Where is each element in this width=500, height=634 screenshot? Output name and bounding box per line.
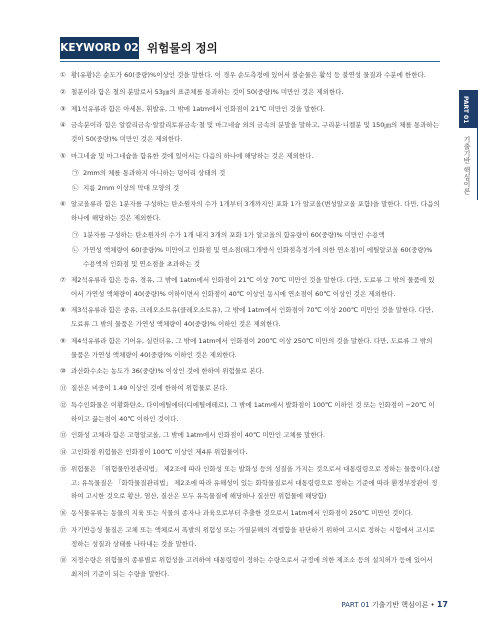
definition-item <box>60 429 440 443</box>
item-number: ⑱ <box>60 556 67 565</box>
sub-item <box>60 244 440 272</box>
side-rule <box>477 90 478 200</box>
keyword-badge: KEYWORD 02 <box>60 37 139 59</box>
item-text: 특수인화물은 이황화탄소, 다이에틸에터(디에틸에테르), 그 밖에 1atm에서 발화점이 100℃ 이하인 것 또는 인화점이 −20℃ 이하이고 끓는점이 40℃ 이하인 것이다. <box>71 400 435 423</box>
item-number: ⑬ <box>60 431 67 440</box>
definition-item <box>60 463 440 504</box>
item-text: 지정수량은 위험물의 종류별로 위험성을 고려하여 대통령령이 정하는 수량으로서 규정에 의한 제조소 등의 설치허가 등에 있어서 최저의 기준이 되는 수량을 말한다. <box>71 556 433 578</box>
sub-item <box>60 167 440 181</box>
item-number: ⑫ <box>60 400 67 409</box>
footer-part: PART 01 <box>341 601 370 609</box>
item-text: 황(유황)은 순도가 60(중량)%이상인 것을 말한다. 이 경우 순도측정에 있어서 불순물은 활석 등 불연성 물질과 수분에 한한다. <box>71 71 426 79</box>
item-text: 금속분이라 함은 알칼리금속·알칼리토류금속·철 및 마그네슘 외의 금속의 분말을 말하고, 구리분·니켈분 및 150㎛의 체를 통과하는 것이 50(중량)% 미만인 것은 제외한다. <box>71 121 439 143</box>
footer-separator: • <box>430 601 435 609</box>
sub-item-number: ㉡ <box>72 246 79 255</box>
definition-item <box>60 365 440 379</box>
footer-title: 기출기반 핵심이론 <box>371 601 429 609</box>
definition-item <box>60 198 440 226</box>
item-number: ① <box>60 71 66 79</box>
item-number: ⑮ <box>60 464 67 473</box>
item-number: ⑨ <box>60 336 66 345</box>
item-number: ⑦ <box>60 275 66 284</box>
part-tab-label: PART 01 <box>462 96 469 124</box>
sub-item-number: ㉠ <box>72 168 79 177</box>
item-text: 과산화수소는 농도가 36(중량)% 이상인 것에 한하여 위험물로 본다. <box>71 367 265 376</box>
item-text: 자기반응성 물질은 고체 또는 액체로서 폭발의 위험성 또는 가열분해의 격렬함을 판단하기 위하여 고시로 정하는 시험에서 고시로 정하는 성질과 상태를 나타내는 것을 말한다. <box>71 525 435 548</box>
item-text: 제1석유류라 함은 아세톤, 휘발유, 그 밖에 1atm에서 인화점이 21℃ 미만인 것을 말한다. <box>71 104 326 113</box>
header-rule <box>60 61 440 62</box>
page-number: 17 <box>436 600 448 609</box>
item-text: 고인화점 위험물은 인화점이 100℃ 이상인 제4류 위험물이다. <box>71 448 248 456</box>
item-text: 인화성 고체라 함은 고형알코올, 그 밖에 1atm에서 인화점이 40℃ 미만인 고체를 말한다. <box>71 431 326 440</box>
definition-item <box>60 446 440 460</box>
keyword-header <box>60 37 440 59</box>
sub-item-text: 2mm의 체를 통과하지 아니하는 덩어리 상태의 것 <box>83 168 226 177</box>
section-title: 위험물의 정의 <box>147 41 218 55</box>
definition-item <box>60 103 440 117</box>
sub-item-number: ㉡ <box>72 184 79 193</box>
item-text: 제2석유류라 함은 등유, 경유, 그 밖에 1atm에서 인화점이 21℃ 이상 70℃ 미만인 것을 말한다. 다만, 도료류 그 밖의 물품에 있어서 가연성 액체량이 40(중량)% 이하이면서 인화점이 40℃ 이상인 동시에 연소점이 60℃ 이상인 것은 제외한다. <box>71 275 435 298</box>
sub-item-text: 1분자를 구성하는 탄소원자의 수가 1개 내지 3개의 포화 1가 알코올의 함유량이 60(중량)% 미만인 수용액 <box>83 230 385 239</box>
definition-item <box>60 382 440 396</box>
item-number: ⑭ <box>60 448 67 456</box>
item-text: 질산은 비중이 1.49 이상인 것에 한하여 위험물로 본다. <box>71 384 228 392</box>
item-text: 위험물은 「위험물안전관리법」 제2조에 따라 인화성 또는 발화성 등의 성질을 가지는 것으로서 대통령령으로 정하는 물품이다.(참고: 유독물질은 「화학물질관리법」 제2조에 따라 유해성이 있는 화학물질로서 대통령령으로 정하는 기준에 따라 환경부장관이 정하여 고시한 것으로 황산, 염산, 질산은 모두 유독물질에 해당하나 질산만 위험물에 해당함) <box>71 464 440 501</box>
definition-item <box>60 119 440 147</box>
item-text: 마그네슘 및 마그네슘을 함유한 것에 있어서는 다음의 하나에 해당하는 것은 제외한다. <box>71 151 314 160</box>
sub-item <box>60 182 440 196</box>
definition-item <box>60 304 440 332</box>
item-number: ⑩ <box>60 367 66 376</box>
definition-item <box>60 335 440 363</box>
definition-item <box>60 86 440 100</box>
item-text: 제3석유류라 함은 중유, 크레오소트유(클레오소트유), 그 밖에 1atm에서 인화점이 70℃ 이상 200℃ 미만인 것을 말한다. 다만, 도료류 그 밖의 물품은 가연성 액체량이 40(중량)% 이하인 것은 제외한다. <box>71 306 434 328</box>
definition-item <box>60 399 440 427</box>
item-number: ③ <box>60 104 66 113</box>
item-number: ⑥ <box>60 200 66 208</box>
item-number: ② <box>60 87 66 96</box>
sub-item-text: 가연성 액체량이 60(중량)% 미만이고 인화점 및 연소점(태그개방식 인화점측정기에 의한 연소점)이 에틸알코올 60(중량)% 수용액의 인화점 및 연소점을 초과하는 것 <box>83 246 433 268</box>
item-text: 알코올류라 함은 1분자를 구성하는 탄소원자의 수가 1개부터 3개까지인 포화 1가 알코올(변성알코올 포함)을 말한다. 다만, 다음의 하나에 해당하는 것은 제외한다. <box>71 200 440 222</box>
definition-list <box>60 69 440 585</box>
page-footer <box>341 600 448 610</box>
definition-item <box>60 507 440 521</box>
definition-item <box>60 69 440 83</box>
item-number: ⑯ <box>60 509 67 517</box>
item-number: ⑧ <box>60 306 66 315</box>
item-number: ⑤ <box>60 151 66 160</box>
sub-item-number: ㉠ <box>72 230 79 239</box>
sub-item <box>60 229 440 243</box>
item-text: 제4석유류라 함은 기어유, 실린더유, 그 밖에 1atm에서 인화점이 200℃ 이상 250℃ 미만의 것을 말한다. 다만, 도료류 그 밖의 물품은 가연성 액체량이 40(중량)% 이하인 것은 제외한다. <box>71 336 433 359</box>
definition-item <box>60 274 440 302</box>
definition-item <box>60 524 440 552</box>
part-subtitle: 기출기반 핵심이론 <box>463 136 471 195</box>
item-text: 철분이라 함은 철의 분말로서 53㎛의 표준체를 통과하는 것이 50(중량)% 미만인 것은 제외한다. <box>71 87 344 96</box>
definition-item <box>60 554 440 582</box>
item-number: ④ <box>60 121 66 130</box>
item-number: ⑰ <box>60 525 67 534</box>
item-number: ⑪ <box>60 384 67 392</box>
definition-item <box>60 150 440 164</box>
item-text: 동식물유류는 동물의 지육 또는 식물의 종자나 과육으로부터 추출한 것으로서 1atm에서 인화점이 250℃ 미만인 것이다. <box>71 509 413 517</box>
sub-item-text: 지름 2mm 이상의 막대 모양의 것 <box>83 184 180 193</box>
